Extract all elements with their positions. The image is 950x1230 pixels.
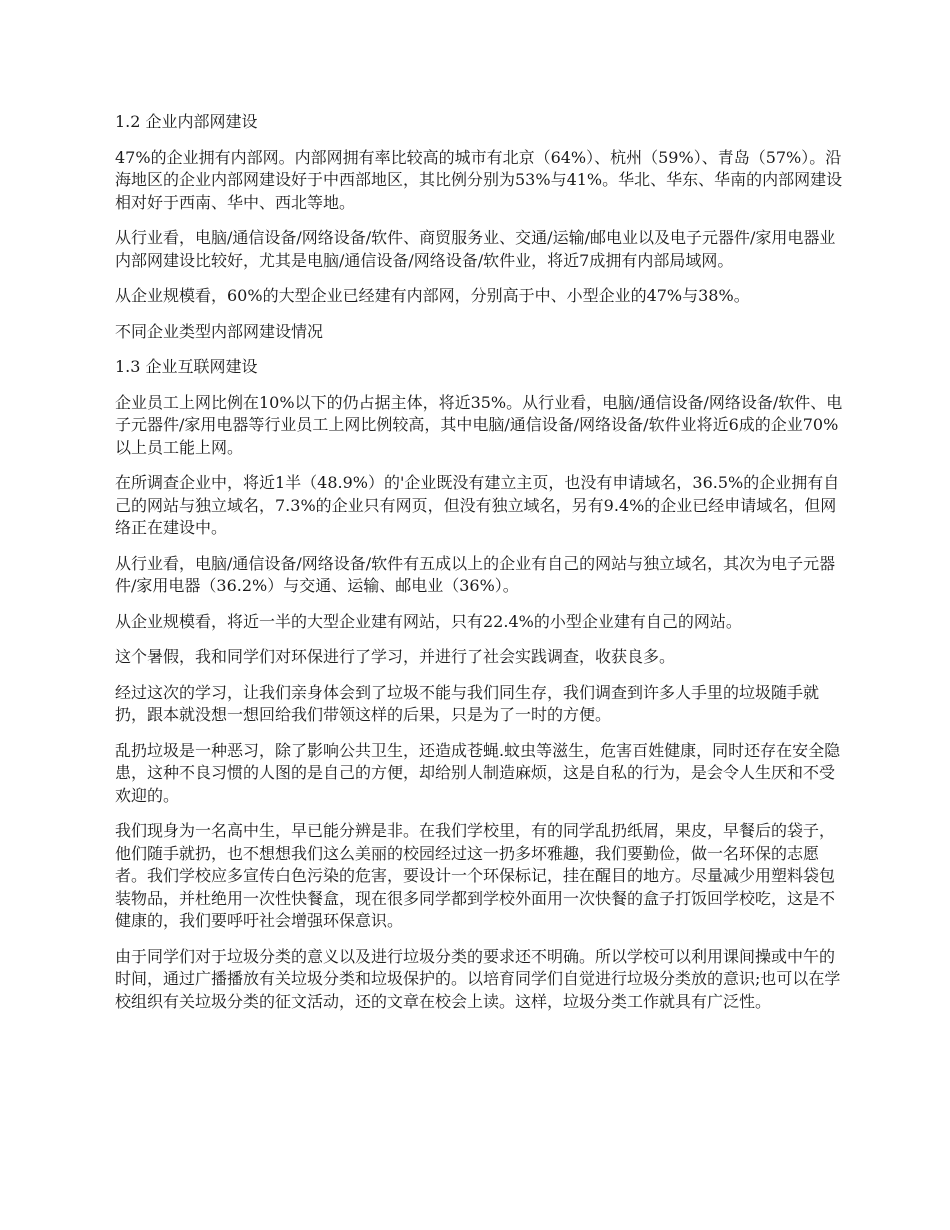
- paragraph: 在所调查企业中，将近1半（48.9%）的'企业既没有建立主页，也没有申请域名，36.5%的企业拥有自己的网站与独立域名，7.3%的企业只有网页，但没有独立域名，另有9.4%的企业已经申请域名，但网络正在建设中。: [115, 473, 840, 537]
- paragraph: 从企业规模看，将近一半的大型企业建有网站，只有22.4%的小型企业建有自己的网站。: [115, 611, 742, 631]
- paragraph: 从行业看，电脑/通信设备/网络设备/软件、商贸服务业、交通/运输/邮电业以及电子元器件/家用电器业内部网建设比较好，尤其是电脑/通信设备/网络设备/软件业，将近7成拥有内部局域网。: [115, 228, 836, 270]
- paragraph: 我们现身为一名高中生，早已能分辨是非。在我们学校里，有的同学乱扔纸屑，果皮，早餐后的袋子，他们随手就扔，也不想想我们这么美丽的校园经过这一扔多坏雅趣，我们要勤俭，做一名环保的志愿者。我们学校应多宣传白色污染的危害，要设计一个环保标记，挂在醒目的地方。尽量减少用塑料袋包装物品，并杜绝用一次性快餐盒，现在很多同学都到学校外面用一次快餐的盒子打饭回学校吃，这是不健康的，我们要呼吁社会增强环保意识。: [115, 821, 836, 930]
- paragraph: 企业员工上网比例在10%以下的仍占据主体，将近35%。从行业看，电脑/通信设备/网络设备/软件、电子元器件/家用电器等行业员工上网比例较高，其中电脑/通信设备/网络设备/软件业将近6成的企业70%以上员工能上网。: [115, 392, 843, 457]
- paragraph: 由于同学们对于垃圾分类的意义以及进行垃圾分类的要求还不明确。所以学校可以利用课间操或中午的时间，通过广播播放有关垃圾分类和垃圾保护的。以培育同学们自觉进行垃圾分类放的意识;也可以在学校组织有关垃圾分类的征文活动，还的文章在校会上读。这样，垃圾分类工作就具有广泛性。: [115, 946, 841, 1011]
- paragraph: 从企业规模看，60%的大型企业已经建有内部网，分别高于中、小型企业的47%与38%。: [115, 286, 750, 305]
- paragraph: 乱扔垃圾是一种恶习，除了影响公共卫生，还造成苍蝇.蚊虫等滋生，危害百姓健康，同时还存在安全隐患，这种不良习惯的人图的是自己的方便，却给别人制造麻烦，这是自私的行为，是会令人生厌和不受欢迎的。: [115, 740, 841, 805]
- paragraph: 这个暑假，我和同学们对环保进行了学习，并进行了社会实践调查，收获良多。: [115, 647, 676, 666]
- caption-line: 不同企业类型内部网建设情况: [115, 321, 324, 341]
- document-page: [115, 111, 845, 1026]
- section-heading-1-2: 1.2 企业内部网建设: [115, 112, 258, 131]
- section-heading-1-3: 1.3 企业互联网建设: [115, 357, 258, 376]
- paragraph: 从行业看，电脑/通信设备/网络设备/软件有五成以上的企业有自己的网站与独立域名，其次为电子元器件/家用电器（36.2%）与交通、运输、邮电业（36%）。: [115, 553, 836, 595]
- paragraph: 47%的企业拥有内部网。内部网拥有率比较高的城市有北京（64%）、杭州（59%）、青岛（57%）。沿海地区的企业内部网建设好于中西部地区，其比例分别为53%与41%。华北、华东、华南的内部网建设相对好于西南、华中、西北等地。: [115, 147, 843, 212]
- paragraph: 经过这次的学习，让我们亲身体会到了垃圾不能与我们同生存，我们调查到许多人手里的垃圾随手就扔，跟本就没想一想回给我们带领这样的后果，只是为了一时的方便。: [115, 682, 820, 724]
